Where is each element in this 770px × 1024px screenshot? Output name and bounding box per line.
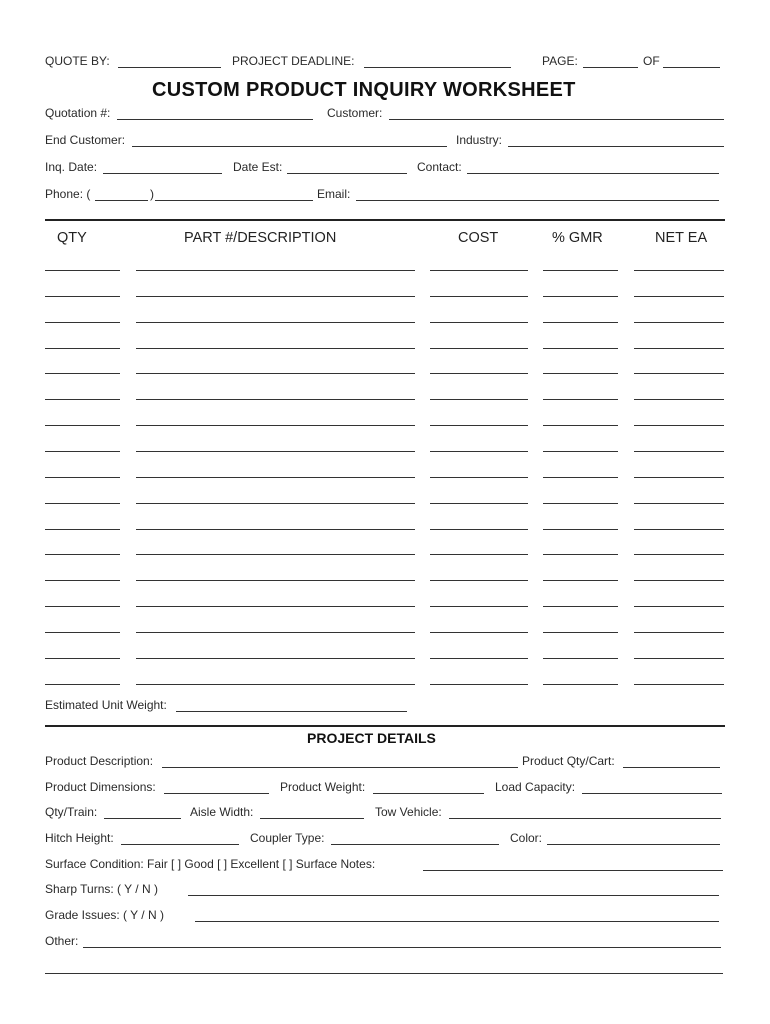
industry-label: Industry:: [456, 133, 503, 147]
net-ea-cell[interactable]: [634, 632, 724, 633]
color-field[interactable]: [547, 844, 720, 845]
product-dimensions-label: Product Dimensions:: [45, 780, 156, 794]
product-qty-cart-label: Product Qty/Cart:: [522, 754, 615, 768]
phone-area-code-field[interactable]: [95, 200, 148, 201]
cost-cell[interactable]: [430, 425, 528, 426]
qty-cell[interactable]: [45, 580, 120, 581]
quotation-field[interactable]: [117, 119, 313, 120]
cost-cell[interactable]: [430, 580, 528, 581]
cost-cell[interactable]: [430, 373, 528, 374]
net-ea-cell[interactable]: [634, 477, 724, 478]
aisle-width-label: Aisle Width:: [190, 805, 254, 819]
sharp-turns-label: Sharp Turns: ( Y / N ): [45, 882, 158, 896]
gmr-cell[interactable]: [543, 451, 618, 452]
description-cell[interactable]: [136, 296, 415, 297]
qty-cell[interactable]: [45, 399, 120, 400]
qty-cell[interactable]: [45, 632, 120, 633]
cost-cell[interactable]: [430, 451, 528, 452]
date-est-label: Date Est:: [233, 160, 283, 174]
industry-field[interactable]: [508, 146, 724, 147]
cost-cell[interactable]: [430, 270, 528, 271]
customer-field[interactable]: [389, 119, 724, 120]
description-cell[interactable]: [136, 399, 415, 400]
of-label: OF: [643, 54, 660, 68]
description-cell[interactable]: [136, 373, 415, 374]
header-qty: QTY: [57, 230, 87, 246]
qty-cell[interactable]: [45, 529, 120, 530]
qty-train-label: Qty/Train:: [45, 805, 98, 819]
phone-number-field[interactable]: [155, 200, 313, 201]
gmr-cell[interactable]: [543, 296, 618, 297]
cost-cell[interactable]: [430, 658, 528, 659]
project-details-heading: PROJECT DETAILS: [307, 730, 436, 746]
description-cell[interactable]: [136, 684, 415, 685]
gmr-cell[interactable]: [543, 348, 618, 349]
net-ea-cell[interactable]: [634, 554, 724, 555]
net-ea-cell[interactable]: [634, 451, 724, 452]
gmr-cell[interactable]: [543, 270, 618, 271]
description-cell[interactable]: [136, 503, 415, 504]
page-number-field[interactable]: [583, 67, 638, 68]
description-cell[interactable]: [136, 632, 415, 633]
net-ea-cell[interactable]: [634, 684, 724, 685]
gmr-cell[interactable]: [543, 529, 618, 530]
cost-cell[interactable]: [430, 322, 528, 323]
header-cost: COST: [458, 230, 499, 246]
cost-cell[interactable]: [430, 554, 528, 555]
description-cell[interactable]: [136, 348, 415, 349]
description-cell[interactable]: [136, 529, 415, 530]
other-label: Other:: [45, 934, 79, 948]
gmr-cell[interactable]: [543, 322, 618, 323]
qty-cell[interactable]: [45, 477, 120, 478]
other-field-continuation[interactable]: [45, 973, 723, 974]
header-gmr: % GMR: [552, 230, 603, 246]
qty-train-field[interactable]: [104, 818, 181, 819]
product-dimensions-field[interactable]: [164, 793, 269, 794]
quote-by-label: QUOTE BY:: [45, 54, 110, 68]
surface-condition-label: Surface Condition: Fair [ ] Good [ ] Excellent [ ] Surface Notes:: [45, 857, 376, 871]
description-cell[interactable]: [136, 658, 415, 659]
qty-cell[interactable]: [45, 684, 120, 685]
hitch-height-field[interactable]: [121, 844, 239, 845]
project-deadline-field[interactable]: [364, 67, 511, 68]
other-field[interactable]: [83, 947, 721, 948]
table-top-rule: [45, 219, 725, 221]
cost-cell[interactable]: [430, 477, 528, 478]
sharp-turns-field[interactable]: [188, 895, 719, 896]
description-cell[interactable]: [136, 322, 415, 323]
description-cell[interactable]: [136, 554, 415, 555]
qty-cell[interactable]: [45, 554, 120, 555]
description-cell[interactable]: [136, 606, 415, 607]
net-ea-cell[interactable]: [634, 270, 724, 271]
cost-cell[interactable]: [430, 503, 528, 504]
qty-cell[interactable]: [45, 658, 120, 659]
net-ea-cell[interactable]: [634, 296, 724, 297]
color-label: Color:: [510, 831, 543, 845]
phone-close-paren: ): [150, 187, 154, 201]
load-capacity-field[interactable]: [582, 793, 722, 794]
net-ea-cell[interactable]: [634, 503, 724, 504]
gmr-cell[interactable]: [543, 658, 618, 659]
qty-cell[interactable]: [45, 270, 120, 271]
end-customer-label: End Customer:: [45, 133, 126, 147]
inq-date-field[interactable]: [103, 173, 222, 174]
cost-cell[interactable]: [430, 399, 528, 400]
product-weight-field[interactable]: [373, 793, 484, 794]
cost-cell[interactable]: [430, 632, 528, 633]
gmr-cell[interactable]: [543, 425, 618, 426]
coupler-type-field[interactable]: [331, 844, 499, 845]
contact-field[interactable]: [467, 173, 719, 174]
header-part-description: PART #/DESCRIPTION: [184, 230, 337, 246]
gmr-cell[interactable]: [543, 580, 618, 581]
gmr-cell[interactable]: [543, 373, 618, 374]
coupler-type-label: Coupler Type:: [250, 831, 325, 845]
qty-cell[interactable]: [45, 296, 120, 297]
customer-label: Customer:: [327, 106, 383, 120]
date-est-field[interactable]: [287, 173, 407, 174]
email-label: Email:: [317, 187, 351, 201]
product-description-label: Product Description:: [45, 754, 154, 768]
net-ea-cell[interactable]: [634, 606, 724, 607]
gmr-cell[interactable]: [543, 632, 618, 633]
gmr-cell[interactable]: [543, 606, 618, 607]
description-cell[interactable]: [136, 270, 415, 271]
header-net-ea: NET EA: [655, 230, 708, 246]
project-deadline-label: PROJECT DEADLINE:: [232, 54, 355, 68]
qty-cell[interactable]: [45, 503, 120, 504]
product-description-field[interactable]: [162, 767, 518, 768]
description-cell[interactable]: [136, 477, 415, 478]
qty-cell[interactable]: [45, 348, 120, 349]
tow-vehicle-label: Tow Vehicle:: [375, 805, 442, 819]
product-weight-label: Product Weight:: [280, 780, 366, 794]
description-cell[interactable]: [136, 451, 415, 452]
net-ea-cell[interactable]: [634, 348, 724, 349]
qty-cell[interactable]: [45, 373, 120, 374]
page-total-field[interactable]: [663, 67, 720, 68]
page-title: CUSTOM PRODUCT INQUIRY WORKSHEET: [152, 79, 576, 101]
page-label: PAGE:: [542, 54, 578, 68]
qty-cell[interactable]: [45, 451, 120, 452]
net-ea-cell[interactable]: [634, 425, 724, 426]
gmr-cell[interactable]: [543, 399, 618, 400]
description-cell[interactable]: [136, 580, 415, 581]
grade-issues-field[interactable]: [195, 921, 719, 922]
cost-cell[interactable]: [430, 348, 528, 349]
product-qty-cart-field[interactable]: [623, 767, 720, 768]
inq-date-label: Inq. Date:: [45, 160, 98, 174]
quote-by-field[interactable]: [118, 67, 221, 68]
gmr-cell[interactable]: [543, 684, 618, 685]
qty-cell[interactable]: [45, 425, 120, 426]
aisle-width-field[interactable]: [260, 818, 364, 819]
unit-weight-label: Estimated Unit Weight:: [45, 698, 167, 712]
unit-weight-field[interactable]: [176, 711, 407, 712]
gmr-cell[interactable]: [543, 477, 618, 478]
net-ea-cell[interactable]: [634, 529, 724, 530]
project-details-rule: [45, 725, 725, 727]
cost-cell[interactable]: [430, 684, 528, 685]
contact-label: Contact:: [417, 160, 462, 174]
net-ea-cell[interactable]: [634, 322, 724, 323]
gmr-cell[interactable]: [543, 554, 618, 555]
gmr-cell[interactable]: [543, 503, 618, 504]
quotation-label: Quotation #:: [45, 106, 111, 120]
qty-cell[interactable]: [45, 322, 120, 323]
net-ea-cell[interactable]: [634, 658, 724, 659]
cost-cell[interactable]: [430, 606, 528, 607]
end-customer-field[interactable]: [132, 146, 447, 147]
tow-vehicle-field[interactable]: [449, 818, 721, 819]
cost-cell[interactable]: [430, 296, 528, 297]
email-field[interactable]: [356, 200, 719, 201]
phone-label: Phone: (: [45, 187, 91, 201]
surface-notes-field[interactable]: [423, 870, 723, 871]
net-ea-cell[interactable]: [634, 399, 724, 400]
net-ea-cell[interactable]: [634, 580, 724, 581]
net-ea-cell[interactable]: [634, 373, 724, 374]
load-capacity-label: Load Capacity:: [495, 780, 576, 794]
description-cell[interactable]: [136, 425, 415, 426]
qty-cell[interactable]: [45, 606, 120, 607]
grade-issues-label: Grade Issues: ( Y / N ): [45, 908, 164, 922]
cost-cell[interactable]: [430, 529, 528, 530]
hitch-height-label: Hitch Height:: [45, 831, 114, 845]
